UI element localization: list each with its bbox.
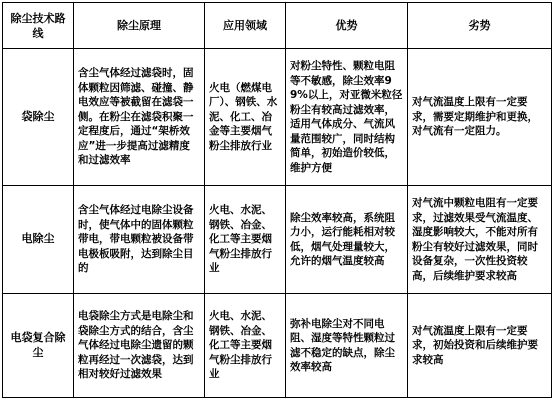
route-cell: 电袋复合除尘 [3,294,74,398]
header-principle: 除尘原理 [74,3,205,49]
disadvantage-cell: 对气流中颗粒电阻有一定要求，过滤效果受气流温度、湿度影响较大，不能对所有粉尘有较好过滤效果，同时设备复杂，一次性投资较高，后续维护要求较高 [408,186,552,294]
advantage-cell: 对粉尘特性、颗粒电阻等不敏感，除尘效率99%以上，对亚微米粒径粉尘有较高过滤效率，适用气体成分、气流风量范围较广，同时结构简单，初始造价较低，维护方便 [286,49,408,186]
principle-cell: 含尘气体经过滤袋时，固体颗粒因筛滤、碰撞、静电效应等被截留在滤袋一侧。在粉尘在滤袋积聚一定程度后，通过“架桥效应”进一步提高过滤精度和过滤效率 [74,49,205,186]
route-cell: 袋除尘 [3,49,74,186]
header-route: 除尘技术路线 [3,3,74,49]
header-row [3,3,552,49]
advantage-cell: 除尘效率较高，系统阻力小，运行能耗相对较低，烟气处理量较大，允许的烟气温度较高 [286,186,408,294]
disadvantage-cell: 对气流温度上限有一定要求，初始投资和后续维护要求较高 [408,294,552,398]
table-row [3,294,552,398]
application-cell: 火电（燃煤电厂）、钢铁、水泥、化工、冶金等主要烟气粉尘排放行业 [205,49,286,186]
disadvantage-cell: 对气流温度上限有一定要求，需要定期维护和更换，对气流有一定阻力。 [408,49,552,186]
application-cell: 火电、水泥、钢铁、冶金、化工等主要烟气粉尘排放行业 [205,186,286,294]
table-row [3,186,552,294]
header-advantage: 优势 [286,3,408,49]
application-cell: 火电、水泥、钢铁、冶金、化工等主要烟气粉尘排放行业 [205,294,286,398]
comparison-table [2,2,552,398]
header-disadvantage: 劣势 [408,3,552,49]
route-cell: 电除尘 [3,186,74,294]
principle-cell: 电袋除尘方式是电除尘和袋除尘方式的结合，含尘气体经过电除尘遗留的颗粒再经过一次滤袋，达到相对较好过滤效果 [74,294,205,398]
table-row [3,49,552,186]
principle-cell: 含尘气体经过电除尘设备时，使气体中的固体颗粒带电，带电颗粒被设备带电极板吸附，达到除尘目的 [74,186,205,294]
header-application: 应用领域 [205,3,286,49]
advantage-cell: 弥补电除尘对不同电阻、湿度等特性颗粒过滤不稳定的缺点，除尘效率较高 [286,294,408,398]
